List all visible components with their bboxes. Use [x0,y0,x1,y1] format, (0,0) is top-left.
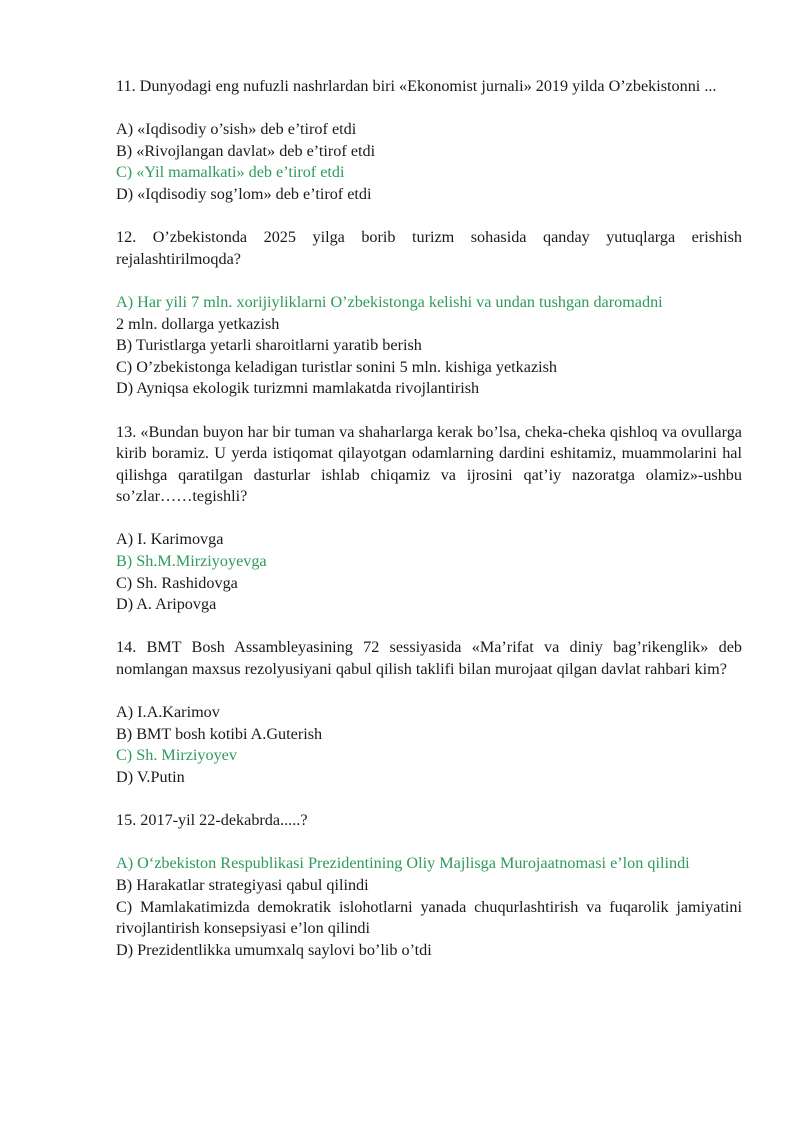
answer-option: C) O’zbekistonga keladigan turistlar sonini 5 mln. kishiga yetkazish [116,357,558,376]
question-block-15 [116,810,742,961]
question-text: 13. «Bundan buyon har bir tuman va shaharlarga kerak bo’lsa, cheka-cheka qishloq va ovullarga kirib boramiz. U yerda istiqomat qilayotgan odamlarning dardini eshitamiz, muammolarini hal qilishga qaratilgan dasturlar ishlab chiqamiz va ijrosini qat’iy nazoratga olamiz»-ushbu so’zlar……tegishli? [116,422,742,506]
question-block-11 [116,76,742,206]
answer-option: A) I.A.Karimov [116,703,220,722]
question-block-14 [116,637,742,788]
answer-option: D) Ayniqsa ekologik turizmni mamlakatda rivojlantirish [116,379,480,398]
answer-option: C) Sh. Rashidovga [116,573,238,592]
answer-option: D) A. Aripovga [116,595,217,614]
answer-option: B) BMT bosh kotibi A.Guterish [116,724,323,743]
answer-option-correct: A) O‘zbekiston Respublikasi Prezidentining Oliy Majlisga Murojaatnomasi e’lon qilindi [116,854,690,873]
answer-options [116,529,742,615]
answer-options [116,853,742,961]
answer-option: C) Mamlakatimizda demokratik islohotlarni yanada chuqurlashtirish va fuqarolik jamiyatini rivojlantirish konsepsiyasi e’lon qilindi [116,897,742,938]
answer-option-continuation: 2 mln. dollarga yetkazish [116,314,280,333]
answer-option-correct: A) Har yili 7 mln. xorijiyliklarni O’zbekistonga kelishi va undan tushgan daromadni [116,292,663,311]
answer-option: A) «Iqdisodiy o’sish» deb e’tirof etdi [116,120,357,139]
answer-option: D) «Iqdisodiy sog’lom» deb e’tirof etdi [116,184,372,203]
answer-option: A) I. Karimovga [116,530,224,549]
answer-option: B) «Rivojlangan davlat» deb e’tirof etdi [116,141,376,160]
question-block-13 [116,422,742,616]
question-text: 12. O’zbekistonda 2025 yilga borib turizm sohasida qanday yutuqlarga erishish rejalashtirilmoqda? [116,228,742,268]
answer-options [116,292,742,400]
answer-option-correct: C) Sh. Mirziyoyev [116,746,237,765]
answer-option: B) Turistlarga yetarli sharoitlarni yaratib berish [116,336,422,355]
answer-option-correct: C) «Yil mamalkati» deb e’tirof etdi [116,163,345,182]
question-text: 14. BMT Bosh Assambleyasining 72 sessiyasida «Ma’rifat va diniy bag’rikenglik» deb nomlangan maxsus rezolyusiyani qabul qilish taklifi bilan murojaat qilgan davlat rahbari kim? [116,638,742,679]
question-block-12 [116,227,742,400]
document-page [116,76,742,961]
answer-options [116,119,742,205]
answer-option: D) Prezidentlikka umumxalq saylovi bo’lib o’tdi [116,940,432,959]
answer-option-correct: B) Sh.M.Mirziyoyevga [116,552,267,571]
question-text: 15. 2017-yil 22-dekabrda.....? [116,811,308,830]
answer-options [116,702,742,788]
answer-option: B) Harakatlar strategiyasi qabul qilindi [116,875,369,894]
question-text: 11. Dunyodagi eng nufuzli nashrlardan biri «Ekonomist jurnali» 2019 yilda O’zbekistonni ... [116,77,717,95]
answer-option: D) V.Putin [116,768,185,786]
